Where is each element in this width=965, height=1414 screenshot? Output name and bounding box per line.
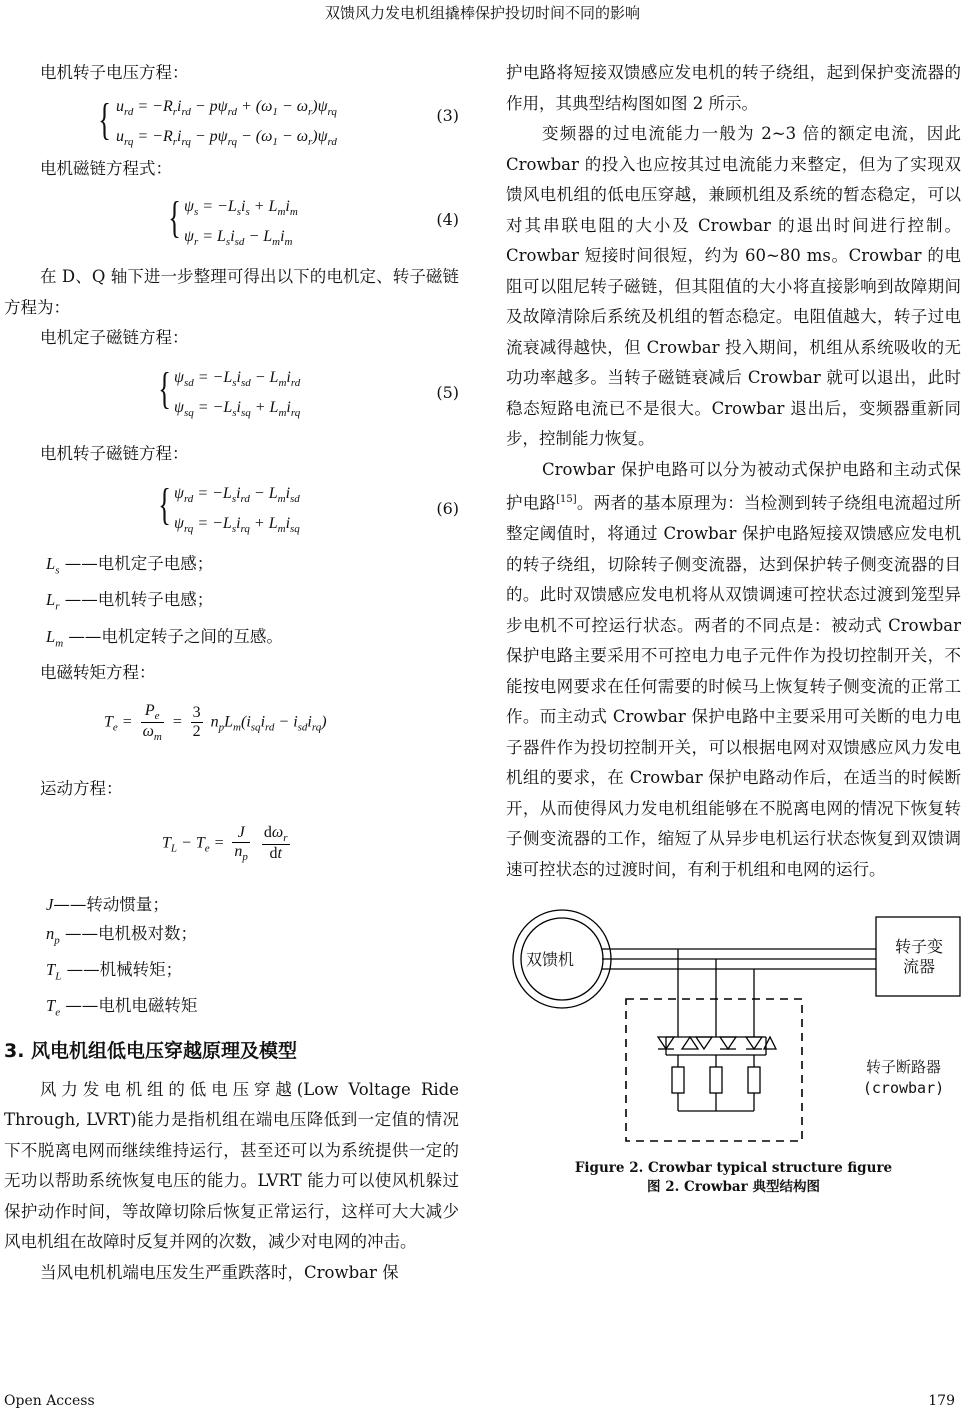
symbol-np: $n_p$ ——电机极对数； — [46, 923, 197, 947]
equation-motion: $T_L - T_e$ = $\frac{J}{n_p}$ $\frac{d\omega_r}{dt}$ — [162, 823, 288, 864]
paragraph-continuation: 护电路将短接双馈感应发电机的转子绕组，起到保护变流器的作用，其典型结构图如图 2 所示。 — [506, 63, 961, 113]
label-flux: 电机磁链方程式： — [40, 159, 172, 178]
symbol-tl: $T_L$ ——机械转矩； — [46, 960, 183, 983]
left-column — [4, 58, 459, 1288]
figure-caption-cn: 图 2. Crowbar 典型结构图 — [647, 1179, 820, 1195]
equation-3: { $u_{rd} = -R_ri_{rd} - p\psi_{rd} + (\omega_1 - \omega_r)\psi_{rq}$ $u_{rq} = -R_ri_{rq} - p\psi_{rq} - (\omega_1 - \omega_r)\psi_{rd}$ (3) — [98, 95, 459, 149]
crowbar-dashed-box — [626, 999, 802, 1141]
equation-number: (4) — [436, 210, 459, 229]
label-motion: 运动方程： — [40, 778, 123, 798]
resistor-2 — [710, 1067, 722, 1093]
equation-number: (5) — [436, 383, 459, 402]
right-column — [506, 58, 961, 1197]
running-header: 双馈风力发电机组撬棒保护投切时间不同的影响 — [324, 4, 640, 22]
paragraph-crowbar-start: 当风电机机端电压发生严重跌落时，Crowbar 保 — [40, 1262, 399, 1282]
thyristor-bridge — [658, 1037, 776, 1055]
converter-label: 转子变 流器 — [894, 937, 943, 976]
figure-2 — [506, 907, 961, 1157]
paragraph-dq: 在 D、Q 轴下进一步整理可得出以下的电机定、转子磁链方程为： — [4, 267, 459, 317]
dfig-label: 双馈机 — [526, 950, 575, 969]
equation-number: (6) — [436, 499, 459, 518]
symbol-te: $T_e$ ——电机电磁转矩 — [46, 996, 198, 1019]
paragraph-crowbar-types: Crowbar 保护电路可以分为被动式保护电路和主动式保护电路[15]。两者的基本原理为：当检测到转子绕组电流超过所整定阈值时，将通过 Crowbar 保护电路短接双馈感应发电机的转子绕组，切除转子侧变流器，达到保护转子侧变流器的目的。此时双馈感应发电机将从双馈调速可控状态过渡到笼型异步电机不可控运行状态。两者的不同点是：被动式 Crowbar 保护电路主要采用不可控电力电子元件作为投切控制开关，不能按电网要求在任何需要的时候马上恢复转子侧变流的正常工作。而主动式 Crowbar 保护电路中主要采用可关断的电力电子器件作为投切控制开关，可以根据电网对双馈感应风力发电机组的要求，在 Crowbar 保护电路动作后，在适当的时候断开，从而使得风力发电机组能够在不脱离电网的情况下恢复转子侧变流器的工作，缩短了从异步电机运行状态恢复到双馈调速可控状态的过渡时间，有利于机组和电网的运行。 — [506, 459, 962, 879]
figure-caption-en: Figure 2. Crowbar typical structure figure — [574, 1160, 893, 1176]
resistor-3 — [748, 1067, 760, 1093]
symbol-ls: $L_s$ ——电机定子电感； — [46, 554, 214, 577]
symbol-lr: $L_r$ ——电机转子电感； — [46, 590, 214, 613]
equation-4: { $\psi_s = -L_si_s + L_mi_m$ $\psi_r = L_si_{sd} - L_mi_m$ (4) — [168, 193, 459, 249]
page-number: 179 — [928, 1393, 955, 1409]
paragraph-lvrt: 风力发电机组的低电压穿越(Low Voltage Ride Through, LVRT)能力是指机组在端电压降低到一定值的情况下不脱离电网而继续维持运行，甚至还可以为系统提供一定的无功以帮助系统恢复电压的能力。LVRT 能力可以使风机躲过保护动作时间，等故障切除后恢复正常运行，这样可大大减少风电机组在故障时反复并网的次数，减少对电网的冲击。 — [4, 1079, 459, 1252]
symbol-j: J——转动惯量； — [46, 894, 169, 914]
citation[interactable]: [15] — [556, 494, 577, 505]
resistor-1 — [672, 1067, 684, 1093]
label-rotor-flux: 电机转子磁链方程： — [40, 444, 189, 463]
symbol-lm: $L_m$ ——电机定转子之间的互感。 — [46, 626, 283, 649]
section-heading-3: 3. 风电机组低电压穿越原理及模型 — [4, 1039, 298, 1062]
equation-torque: $T_e$ = $\frac{P_e}{\omega_m}$ = $\frac{3}{2}$ $n_pL_m(i_{sq}i_{rd} - i_{sd}i_{rq})$ — [104, 701, 327, 744]
label-torque: 电磁转矩方程： — [40, 662, 156, 682]
footer-open-access: Open Access — [4, 1393, 95, 1409]
breaker-label: 转子断路器 (crowbar) — [862, 1058, 945, 1097]
label-rotor-voltage: 电机转子电压方程： — [40, 63, 189, 82]
paragraph-overcurrent: 变频器的过电流能力一般为 2~3 倍的额定电流，因此 Crowbar 的投入也应按其过电流能力来整定，但为了实现双馈风电机组的低电压穿越，兼顾机组及系统的暂态稳定，可以对其串联电阻的大小及 Crowbar 的退出时间进行控制。Crowbar 短接时间很短，约为 60~80 ms。Crowbar 的电阻可以阻尼转子磁链，但其阻值的大小将直接影响到故障期间及故障清除后系统及机组的暂态稳定。电阻值越大，转子过电流衰减得越快，但 Crowbar 投入期间，机组从系统吸收的无功功率越多。当转子磁链衰减后 Crowbar 就可以退出，此时稳态短路电流已不是很大。Crowbar 退出后，变频器重新同步，控制能力恢复。 — [506, 124, 961, 448]
equation-number: (3) — [436, 106, 459, 125]
equation-5: { $\psi_{sd} = -L_si_{sd} - L_mi_{rd}$ $\psi_{sq} = -L_si_{sq} + L_mi_{rq}$ (5) — [158, 364, 459, 420]
label-stator-flux: 电机定子磁链方程： — [40, 328, 189, 347]
equation-6: { $\psi_{rd} = -L_si_{rd} - L_mi_{sd}$ $\psi_{rq} = -L_si_{rq} + L_mi_{sq}$ (6) — [158, 480, 459, 536]
